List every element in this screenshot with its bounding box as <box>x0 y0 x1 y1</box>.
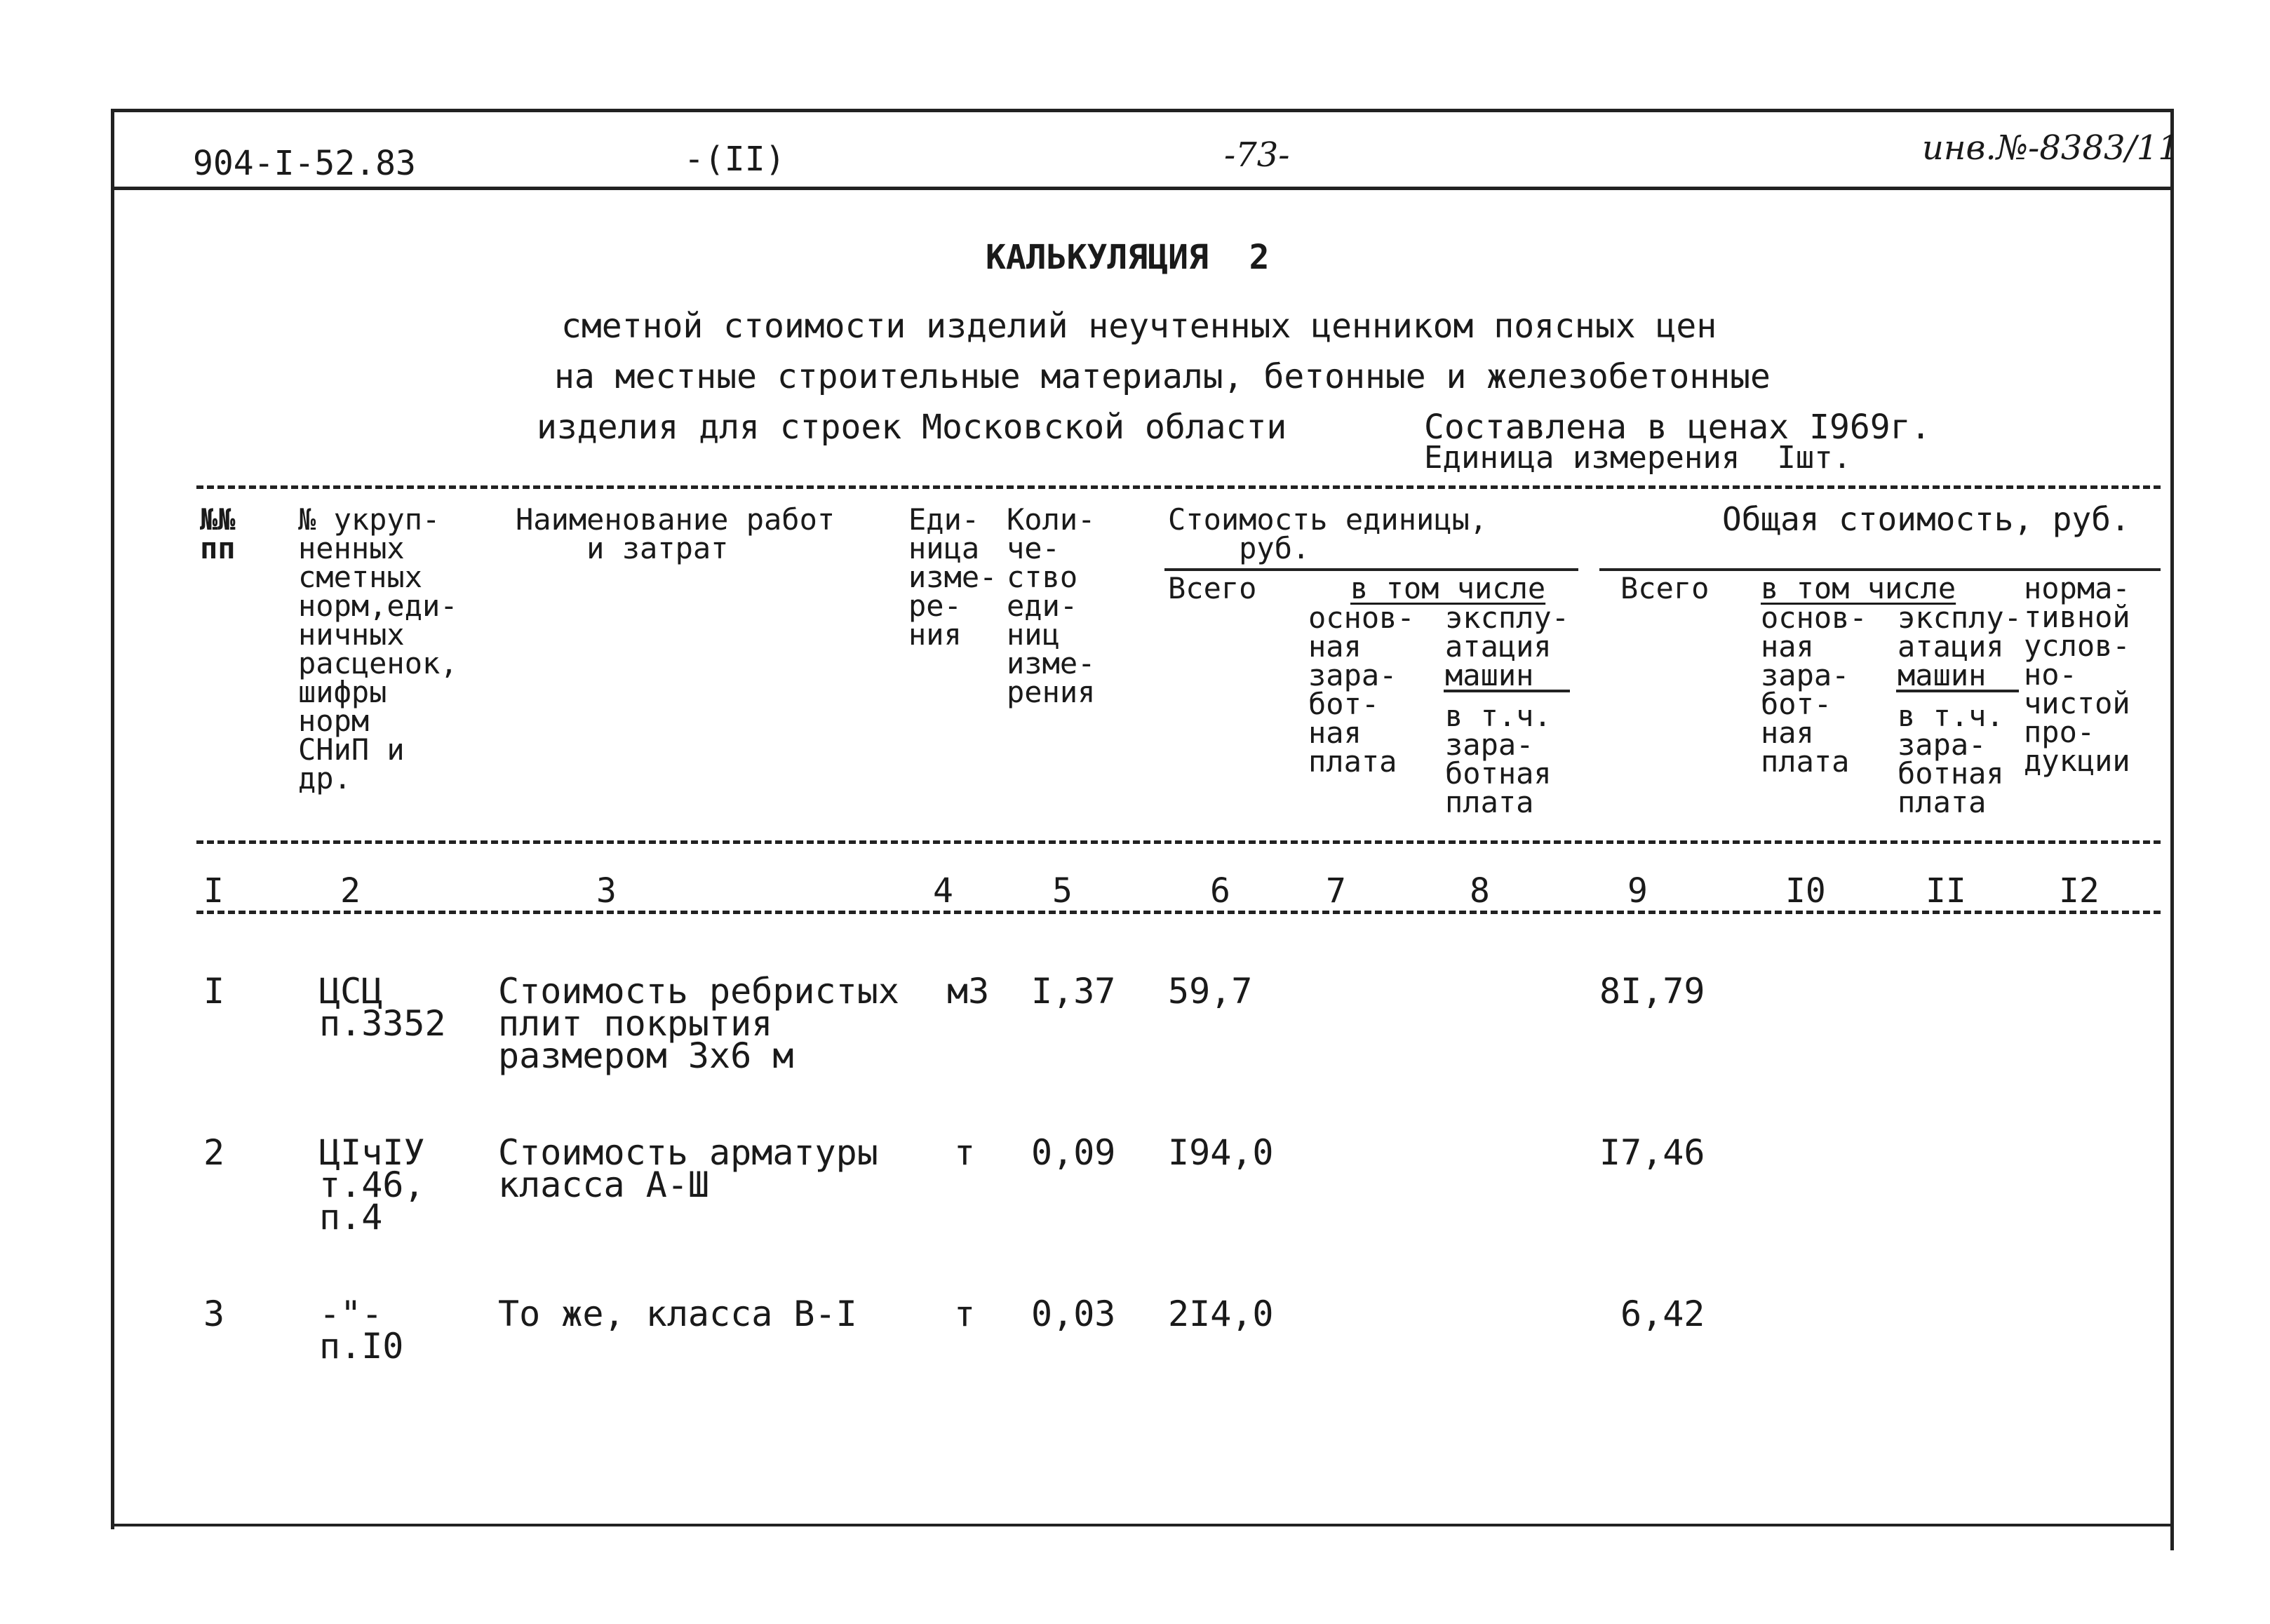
frame-left <box>111 109 114 1529</box>
sum-machines-rule <box>1896 690 2019 692</box>
table-row-2-quantity: 0,09 <box>1031 1132 1116 1173</box>
header-norm-code: № укруп- ненных сметных норм,еди- ничных расценок, шифры норм СНиП и др. <box>298 502 458 796</box>
subtitle-line-3: изделия для строек Московской области <box>537 408 1287 447</box>
header-sum-total: Всего <box>1620 571 1710 605</box>
table-row-3-number: 3 <box>203 1294 225 1334</box>
document-code: 904-I-52.83 <box>193 144 416 183</box>
table-row-1-number: I <box>203 971 225 1012</box>
column-number: 8 <box>1470 871 1490 911</box>
table-row-3-name: То же, класса В-I <box>498 1294 857 1334</box>
inventory-number: инв.№-8383/11 <box>1922 128 2180 168</box>
table-row-2-unit-total: I94,0 <box>1168 1132 1274 1173</box>
table-row-3-sum-total: 6,42 <box>1620 1294 1705 1334</box>
table-row-1-quantity: I,37 <box>1031 971 1116 1012</box>
table-row-3-unit-total: 2I4,0 <box>1168 1294 1274 1334</box>
unit-note: Единица измерения Iшт. <box>1424 440 1852 476</box>
table-row-2-unit: т <box>954 1132 976 1173</box>
table-row-1-unit: м3 <box>947 971 990 1012</box>
column-number: 2 <box>340 871 361 911</box>
page-number: -73- <box>1224 135 1290 175</box>
column-number: 9 <box>1627 871 1648 911</box>
frame-header-rule <box>111 187 2173 190</box>
table-row-2-name: Стоимость арматуры класса А-Ш <box>498 1132 878 1205</box>
table-row-3-code: -"- п.I0 <box>319 1294 404 1367</box>
table-row-1-unit-total: 59,7 <box>1168 971 1253 1012</box>
unit-machines-rule <box>1444 690 1570 692</box>
column-number: 4 <box>933 871 953 911</box>
frame-top <box>111 109 2173 112</box>
column-number: 5 <box>1052 871 1073 911</box>
header-unit-total: Всего <box>1168 571 1257 605</box>
header-sum-wages: основ- ная зара- бот- ная плата <box>1761 600 1867 779</box>
column-number: 7 <box>1326 871 1346 911</box>
header-unit-cost: Стоимость единицы, руб. <box>1168 502 1488 565</box>
table-row-1-sum-total: 8I,79 <box>1599 971 1705 1012</box>
prices-note: Составлена в ценах I969г. <box>1424 408 1931 447</box>
header-sum-incl: в том числе <box>1761 571 1956 605</box>
header-normative-production: норма- тивной услов- но- чистой про- дукции <box>2024 571 2130 778</box>
table-row-1-name: Стоимость ребристых плит покрытия размером 3х6 м <box>498 971 899 1076</box>
header-sum-machines: эксплу- атация машин <box>1898 600 2022 692</box>
header-bottom-rule <box>196 840 2161 844</box>
header-unit: Еди- ница изме- ре- ния <box>908 502 998 652</box>
column-number: I2 <box>2059 871 2100 911</box>
column-number: 6 <box>1210 871 1230 911</box>
table-row-3-quantity: 0,03 <box>1031 1294 1116 1334</box>
table-row-2-code: ЦIчIУ т.46, п.4 <box>319 1132 425 1237</box>
header-unit-machines-wages: в т.ч. зара- ботная плата <box>1445 699 1552 819</box>
column-number: I0 <box>1785 871 1826 911</box>
section-number: -(II) <box>684 140 786 179</box>
header-total-cost: Общая стоимость, руб. <box>1722 500 2130 538</box>
column-number: 3 <box>596 871 617 911</box>
table-row-3-unit: т <box>954 1294 976 1334</box>
header-work-name: Наименование работ и затрат <box>516 502 835 565</box>
header-quantity: Коли- че- ство еди- ниц изме- рения <box>1007 502 1096 709</box>
table-top-rule <box>196 485 2161 489</box>
subtitle-line-2: на местные строительные материалы, бетонные и железобетонные <box>554 357 1771 396</box>
table-row-2-sum-total: I7,46 <box>1599 1132 1705 1173</box>
column-number: I <box>203 871 224 911</box>
subtitle-line-1: сметной стоимости изделий неучтенных ценником поясных цен <box>561 307 1717 346</box>
table-row-2-number: 2 <box>203 1132 225 1173</box>
column-numbers-rule <box>196 911 2161 914</box>
header-unit-machines: эксплу- атация машин <box>1445 600 1570 692</box>
column-number: II <box>1926 871 1966 911</box>
frame-bottom <box>111 1524 2173 1526</box>
header-unit-wages: основ- ная зара- бот- ная плата <box>1308 600 1415 779</box>
header-sum-machines-wages: в т.ч. зара- ботная плата <box>1898 699 2004 819</box>
header-row-number: №№ пп <box>200 502 236 565</box>
header-unit-incl: в том числе <box>1350 571 1546 605</box>
document-title: КАЛЬКУЛЯЦИЯ 2 <box>986 238 1270 277</box>
frame-right <box>2170 109 2174 1550</box>
table-row-1-code: ЦСЦ п.3352 <box>319 971 446 1044</box>
